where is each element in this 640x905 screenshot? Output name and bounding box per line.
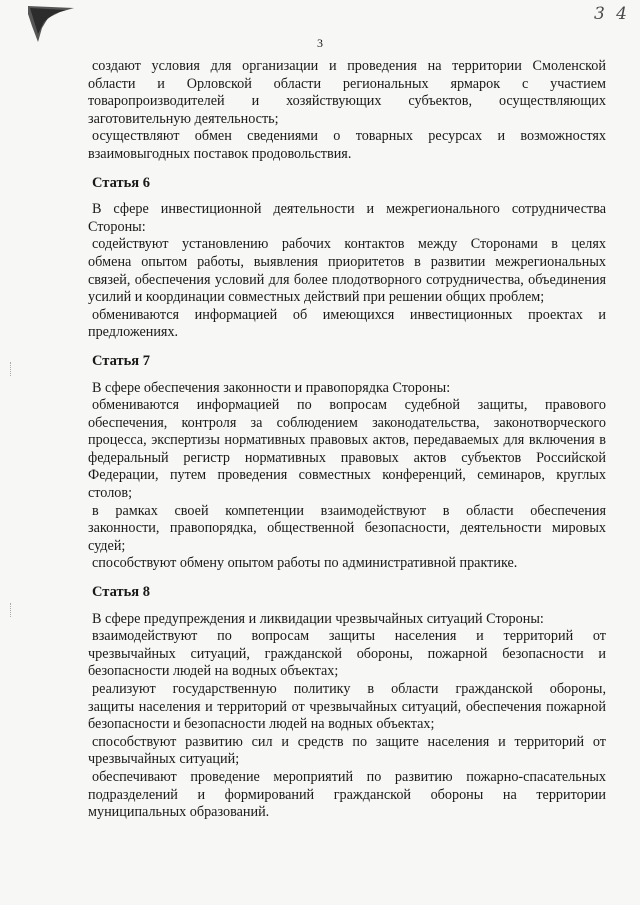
text-line: обеспечивают проведение мероприятий по развитию пожарно-спасательных [92, 768, 606, 785]
paragraph [88, 397, 606, 503]
paragraph [88, 307, 606, 342]
text-line: столов; [88, 485, 133, 502]
article-heading: Статья 6 [92, 174, 150, 191]
text-line: В сфере инвестиционной деятельности и межрегионального сотрудничества [92, 201, 606, 218]
text-line: усилий и координации совместных действий при решении общих проблем; [88, 289, 545, 306]
paragraph [88, 769, 606, 822]
text-line: защиты населения и территорий от чрезвычайных ситуаций, обеспечения пожарной [88, 698, 606, 715]
paragraph [88, 380, 606, 398]
text-line: взаимовыгодных поставок продовольствия. [88, 145, 352, 162]
text-line: обеспечения, контроля за соблюдением законодательства, законотворческого [88, 414, 606, 431]
text-line: обмениваются информацией по вопросам судебной защиты, правового [92, 397, 606, 414]
text-line: муниципальных образований. [88, 804, 270, 821]
paragraph [88, 58, 606, 128]
text-line: взаимодействуют по вопросам защиты населения и территорий от [92, 628, 606, 645]
text-line: в рамках своей компетенции взаимодействуют в области обеспечения [92, 502, 606, 519]
text-line: содействуют установлению рабочих контактов между Сторонами в целях [92, 236, 606, 253]
text-line: Федерации, путем проведения совместных конференций, семинаров, круглых [88, 467, 606, 484]
text-line: области и Орловской области региональных ярмарок с участием [88, 75, 606, 92]
margin-mark [10, 362, 17, 376]
text-line: создают условия для организации и проведения на территории Смоленской [92, 58, 606, 74]
text-line: способствуют обмену опытом работы по административной практике. [92, 555, 518, 572]
text-line: В сфере предупреждения и ликвидации чрезвычайных ситуаций Стороны: [92, 610, 544, 627]
paragraph [88, 681, 606, 734]
text-line: заготовительную деятельность; [88, 110, 279, 127]
text-line: судей; [88, 537, 126, 554]
paragraph [88, 503, 606, 556]
margin-mark [10, 603, 17, 617]
text-line: предложениях. [88, 324, 179, 341]
text-line: Стороны: [88, 218, 146, 235]
page-number: 3 [317, 36, 323, 50]
text-line: осуществляют обмен сведениями о товарных ресурсах и возможностях [92, 128, 606, 145]
text-line: связей, обеспечения условий для более плодотворного сотрудничества, объединения [88, 271, 606, 288]
text-line: способствуют развитию сил и средств по защите населения и территорий от [92, 733, 606, 750]
text-line: процесса, экспертизы нормативных правовых актов, передаваемых для включения в [88, 432, 606, 449]
text-line: безопасности людей на водных объектах; [88, 663, 339, 680]
document-body [88, 58, 606, 822]
text-line: В сфере обеспечения законности и правопорядка Стороны: [92, 379, 451, 396]
text-line: законности, правопорядка, общественной безопасности, деятельности мировых [88, 520, 606, 537]
text-line: подразделений и формирований гражданской обороны на территории [88, 786, 606, 803]
paragraph [88, 555, 606, 573]
paragraph [88, 236, 606, 306]
paragraph [88, 201, 606, 236]
text-line: реализуют государственную политику в области гражданской обороны, [92, 681, 606, 697]
text-line: федеральный регистр нормативных правовых актов субъектов Российской [88, 449, 606, 466]
text-line: товаропроизводителей и хозяйствующих субъектов, осуществляющих [88, 93, 606, 110]
text-line: чрезвычайных ситуаций, гражданской обороны, пожарной безопасности и [88, 645, 606, 662]
article-heading: Статья 7 [92, 352, 150, 369]
paragraph [88, 128, 606, 163]
text-line: безопасности и безопасности людей на водных объектах; [88, 716, 435, 733]
text-line: чрезвычайных ситуаций; [88, 751, 240, 768]
article-heading: Статья 8 [92, 584, 150, 601]
handwritten-page-mark: 3 4 [593, 4, 630, 24]
text-line: обмениваются информацией об имеющихся инвестиционных проектах и [92, 306, 606, 323]
text-line: обмена опытом работы, выявления приоритетов в развитии межрегиональных [88, 253, 606, 270]
paragraph [88, 734, 606, 769]
paragraph [88, 611, 606, 629]
paragraph [88, 628, 606, 681]
